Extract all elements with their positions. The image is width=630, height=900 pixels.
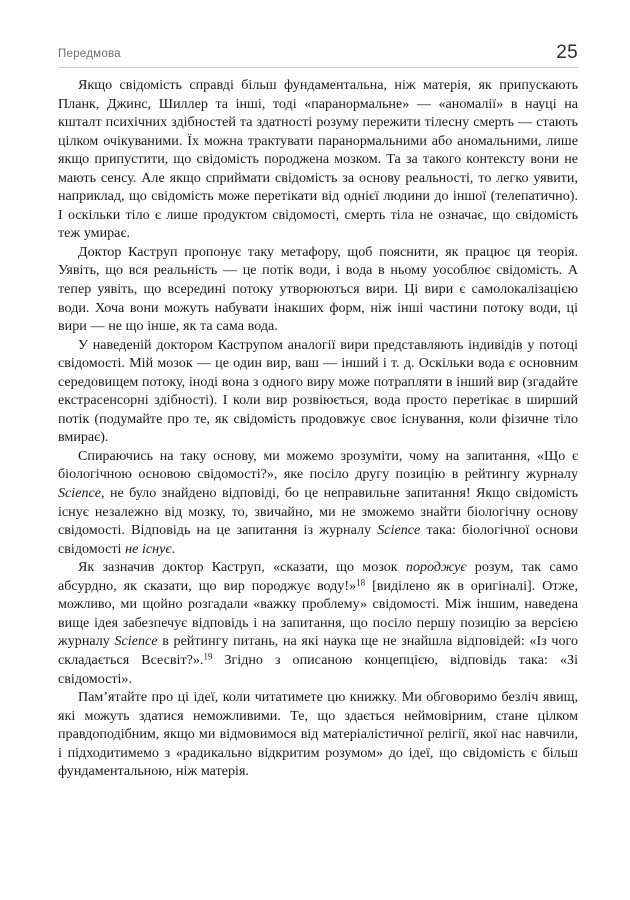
paragraph	[58, 447, 578, 558]
text-run: .	[171, 540, 176, 557]
text-run: Як зазначив доктор Каструп, «сказати, що мозок	[78, 559, 406, 576]
text-run: Пам’ятайте про ці ідеї, коли читатимете цю книжку. Ми обговоримо безліч явищ, які можуть здатися неможливими. Те, що здається неймовірним, стане цілком правдоподібним, якщо ми відмовимося від матеріалістичної релігії, якої нас навчили, і підходитимемо з «радикально відкритим розумом» до ідеї, що свідомість є більш фундаментальною, ніж матерія.	[58, 689, 578, 780]
italic-text-run: Science	[377, 522, 421, 539]
footnote-reference-marker[interactable]: 18	[356, 577, 366, 588]
text-run: У наведеній доктором Каструпом аналогії вири представляють індивідів у потоці свідомості. Мій мозок — це один вир, ваш — інший і т. д. Оскільки вода є основним середовищем потоку, іноді вона з одного виру може потрапляти в інший вир (згадайте екстрасенсорні здібності). І коли вир розвіюється, вода просто перетікає в ширший потік (подумайте про те, як свідомість продовжує своє існування, коли фізичне тіло вмирає).	[58, 336, 578, 446]
paragraph	[58, 243, 578, 336]
paragraph	[58, 76, 578, 243]
text-run: [виділено як в оригіналі]. Отже, можливо, ми щойно розгадали «важку проблему» свідомості. Між іншим, наведена вище ідея забезпечує відповідь і на запитання, що посіло першу позицію за версією журналу	[58, 577, 579, 650]
text-run: , не було знайдено відповіді, бо це неправильне запитання! Якщо свідомість існує незалежно від мозку, то, звичайно, ми не зможемо знайти біологічну основу свідомості. Відповідь на це запитання із журналу	[58, 485, 578, 539]
text-run: розум, так само абсурдно, як сказати, що вир породжує воду!»	[58, 559, 578, 594]
text-run: Спираючись на таку основу, ми можемо зрозуміти, чому на запитання, «Що є біологічною основою свідомості?», яке посіло другу позицію в рейтингу журналу	[58, 447, 578, 483]
header-divider-rule	[58, 67, 578, 68]
body-text-block	[58, 76, 578, 781]
text-run: така: біологічної основи свідомості	[58, 522, 578, 557]
paragraph	[58, 558, 578, 688]
text-run: Згідно з описаною концепцією, відповідь така: «Зі свідомості».	[58, 651, 578, 687]
paragraph	[58, 688, 578, 781]
running-head-chapter-title: Передмова	[58, 48, 121, 60]
page-number: 25	[556, 42, 578, 63]
text-run: Якщо свідомість справді більш фундаментальна, ніж матерія, як припускають Планк, Джинс, Шиллер та інші, тоді «паранормальне» — «аномалії» в науці на кшталт психічних здібностей та здатності розуму пережити тілесну смерть — стають цілком очікуваними. Їх можна трактувати паранормальними або аномальними, лише якщо припустити, що свідомість породжена мозком. Та за такого контексту вони не мають сенсу. Але якщо сприймати свідомість за основу реальності, то легко уявити, наприклад, що свідомість може перетікати від однієї людини до іншої (телепатично). І оскільки тіло є лише продуктом свідомості, смерть тіла не означає, що свідомість теж умирає.	[58, 77, 578, 242]
footnote-reference-marker[interactable]: 19	[203, 651, 213, 662]
italic-text-run: породжує	[405, 559, 467, 576]
paragraph	[58, 336, 578, 447]
text-run: в рейтингу питань, на які наука ще не знайшла відповідей: «Із чого складається Всесвіт?».	[58, 633, 578, 668]
italic-text-run: не існує	[125, 540, 172, 557]
italic-text-run: Science	[58, 485, 102, 502]
italic-text-run: Science	[114, 633, 158, 650]
running-header	[58, 42, 578, 66]
text-run: Доктор Каструп пропонує таку метафору, щоб пояснити, як працює ця теорія. Уявіть, що вся реальність — це потік води, і вода в ньому уособлює свідомість. А тепер уявіть, що всередині потоку утворюються вири. Ці вири є самолокалізацією води. Хоча вони можуть набувати інакших форм, ніж інші частини потоку води, ці вири — не що інше, як та сама вода.	[58, 243, 578, 335]
